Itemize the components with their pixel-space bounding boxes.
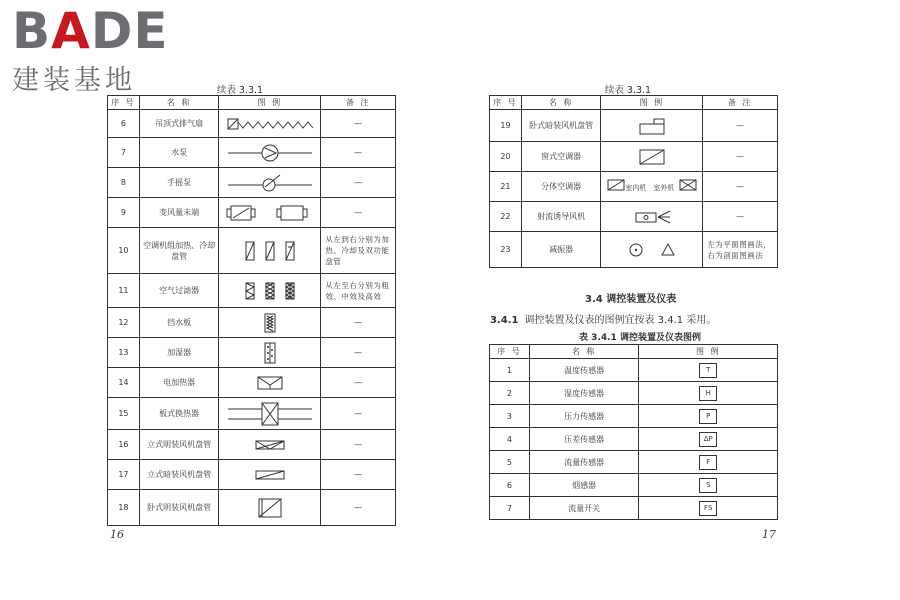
right-legend-table [489,95,778,268]
left-table-caption: 续表 3.3.1 [216,85,264,96]
row-name: 烟感器 [529,474,639,497]
air-filter-icon [219,274,321,308]
row-note: — [703,110,778,142]
ceiling-exhaust-fan-icon [219,110,321,138]
table-header-row [108,96,396,110]
row-no: 11 [108,274,140,308]
flow-sensor-icon: F [699,455,717,470]
row-note: 左为平面图画法，右为剖面图画法 [703,232,778,268]
row-note: 从左到右分别为加热、冷却及双功能盘管 [321,228,396,274]
col-header-no: 序 号 [490,96,522,110]
row-name: 卧式暗装风机盘管 [521,110,601,142]
row-no: 7 [108,138,140,168]
table-row [490,405,778,428]
vav-terminal-icon [219,198,321,228]
table-row [108,430,396,460]
row-name: 变风量末端 [139,198,219,228]
row-no: 18 [108,490,140,526]
left-legend-table [107,95,396,526]
row-note: — [703,142,778,172]
sensor-symbol [639,382,778,405]
table-header-row [490,345,778,359]
row-no: 16 [108,430,140,460]
row-note: — [321,338,396,368]
row-name: 挡水板 [139,308,219,338]
indoor-unit-label: 室内机 [625,184,647,192]
table-row [490,110,778,142]
section-title: 3.4 调控装置及仪表 [585,294,677,305]
page-number-right: 17 [762,528,776,541]
row-name: 水泵 [139,138,219,168]
table-row [490,172,778,202]
table-row [490,451,778,474]
row-no: 4 [490,428,530,451]
water-pump-icon [219,138,321,168]
row-name: 电加热器 [139,368,219,398]
row-no: 22 [490,202,522,232]
sensor-symbol [639,497,778,520]
flow-switch-icon: FS [699,501,717,516]
row-no: 2 [490,382,530,405]
control-devices-table [489,344,778,520]
row-name: 分体空调器 [521,172,601,202]
row-no: 6 [490,474,530,497]
plate-heat-exchanger-icon [219,398,321,430]
row-no: 14 [108,368,140,398]
differential-pressure-sensor-icon: ΔP [699,432,717,447]
sensor-symbol [639,474,778,497]
col-header-legend: 图 例 [601,96,703,110]
paragraph-text: 调控装置及仪表的图例宜按表 3.4.1 采用。 [524,315,717,326]
table-row [108,228,396,274]
logo-subtitle: 建装基地 [12,65,136,96]
row-no: 8 [108,168,140,198]
row-name: 压力传感器 [529,405,639,428]
table-row [108,138,396,168]
bade-logo [12,2,169,97]
row-note: — [321,308,396,338]
page-number-left: 16 [110,528,124,541]
row-no: 21 [490,172,522,202]
row-note: 从左至右分别为粗效、中效及高效 [321,274,396,308]
split-ac-icon [601,172,703,202]
row-note: — [321,398,396,430]
row-no: 10 [108,228,140,274]
row-no: 17 [108,460,140,490]
col-header-name: 名 称 [521,96,601,110]
row-name: 空气过滤器 [139,274,219,308]
col-header-name: 名 称 [139,96,219,110]
table-row [108,368,396,398]
row-name: 加湿器 [139,338,219,368]
paragraph-number: 3.4.1 [490,315,519,326]
table-row [108,168,396,198]
row-note: — [321,110,396,138]
row-no: 15 [108,398,140,430]
row-no: 19 [490,110,522,142]
hand-pump-icon [219,168,321,198]
row-note: — [321,490,396,526]
humidifier-icon [219,338,321,368]
row-note: — [321,198,396,228]
row-note: — [321,138,396,168]
col-header-legend: 图 例 [219,96,321,110]
table-row [108,460,396,490]
sensor-symbol [639,359,778,382]
row-no: 12 [108,308,140,338]
heating-cooling-coil-icon [219,228,321,274]
vertical-concealed-fcu-icon [219,460,321,490]
row-no: 6 [108,110,140,138]
row-name: 立式暗装风机盘管 [139,460,219,490]
sensor-symbol [639,405,778,428]
row-note: — [321,430,396,460]
row-name: 立式明装风机盘管 [139,430,219,460]
table-row [108,490,396,526]
row-note: — [321,368,396,398]
row-name: 吊顶式排气扇 [139,110,219,138]
table-row [108,338,396,368]
row-note: — [321,460,396,490]
humidity-sensor-icon: H [699,386,717,401]
row-name: 压差传感器 [529,428,639,451]
table-row [108,308,396,338]
row-no: 7 [490,497,530,520]
horizontal-exposed-fcu-icon [219,490,321,526]
row-name: 减振器 [521,232,601,268]
vibration-damper-icon [601,232,703,268]
sensor-symbol [639,451,778,474]
table-row [108,110,396,138]
row-name: 空调机组加热、冷却盘管 [139,228,219,274]
table-row [108,198,396,228]
smoke-detector-icon: S [699,478,717,493]
table-header-row [490,96,778,110]
row-name: 射流诱导风机 [521,202,601,232]
row-no: 13 [108,338,140,368]
table-row [490,142,778,172]
row-no: 5 [490,451,530,474]
col-header-note: 备 注 [321,96,396,110]
row-note: — [703,202,778,232]
row-name: 手摇泵 [139,168,219,198]
row-note: — [703,172,778,202]
table-row [108,274,396,308]
col-header-no: 序 号 [490,345,530,359]
water-baffle-icon [219,308,321,338]
table-row [490,382,778,405]
row-no: 23 [490,232,522,268]
table-row [490,232,778,268]
temperature-sensor-icon: T [699,363,717,378]
table-row [490,202,778,232]
table-row [108,398,396,430]
table-row [490,428,778,451]
table2-caption: 表 3.4.1 调控装置及仪表图例 [579,333,701,343]
col-header-note: 备 注 [703,96,778,110]
table-row [490,497,778,520]
table-row [490,359,778,382]
col-header-legend: 图 例 [639,345,778,359]
col-header-no: 序 号 [108,96,140,110]
row-name: 窗式空调器 [521,142,601,172]
window-ac-icon [601,142,703,172]
row-name: 板式换热器 [139,398,219,430]
jet-induction-fan-icon [601,202,703,232]
right-table-caption: 续表 3.3.1 [604,85,652,96]
table-row [490,474,778,497]
logo-wordmark: BADE [12,2,169,60]
row-no: 20 [490,142,522,172]
sensor-symbol [639,428,778,451]
col-header-name: 名 称 [529,345,639,359]
horizontal-concealed-fcu-icon [601,110,703,142]
row-name: 温度传感器 [529,359,639,382]
row-name: 流量传感器 [529,451,639,474]
row-no: 1 [490,359,530,382]
row-name: 湿度传感器 [529,382,639,405]
electric-heater-icon [219,368,321,398]
vertical-exposed-fcu-icon [219,430,321,460]
row-name: 卧式明装风机盘管 [139,490,219,526]
row-no: 9 [108,198,140,228]
outdoor-unit-label: 室外机 [653,184,675,192]
row-note: — [321,168,396,198]
row-name: 流量开关 [529,497,639,520]
pressure-sensor-icon: P [699,409,717,424]
row-no: 3 [490,405,530,428]
paragraph [490,311,716,326]
